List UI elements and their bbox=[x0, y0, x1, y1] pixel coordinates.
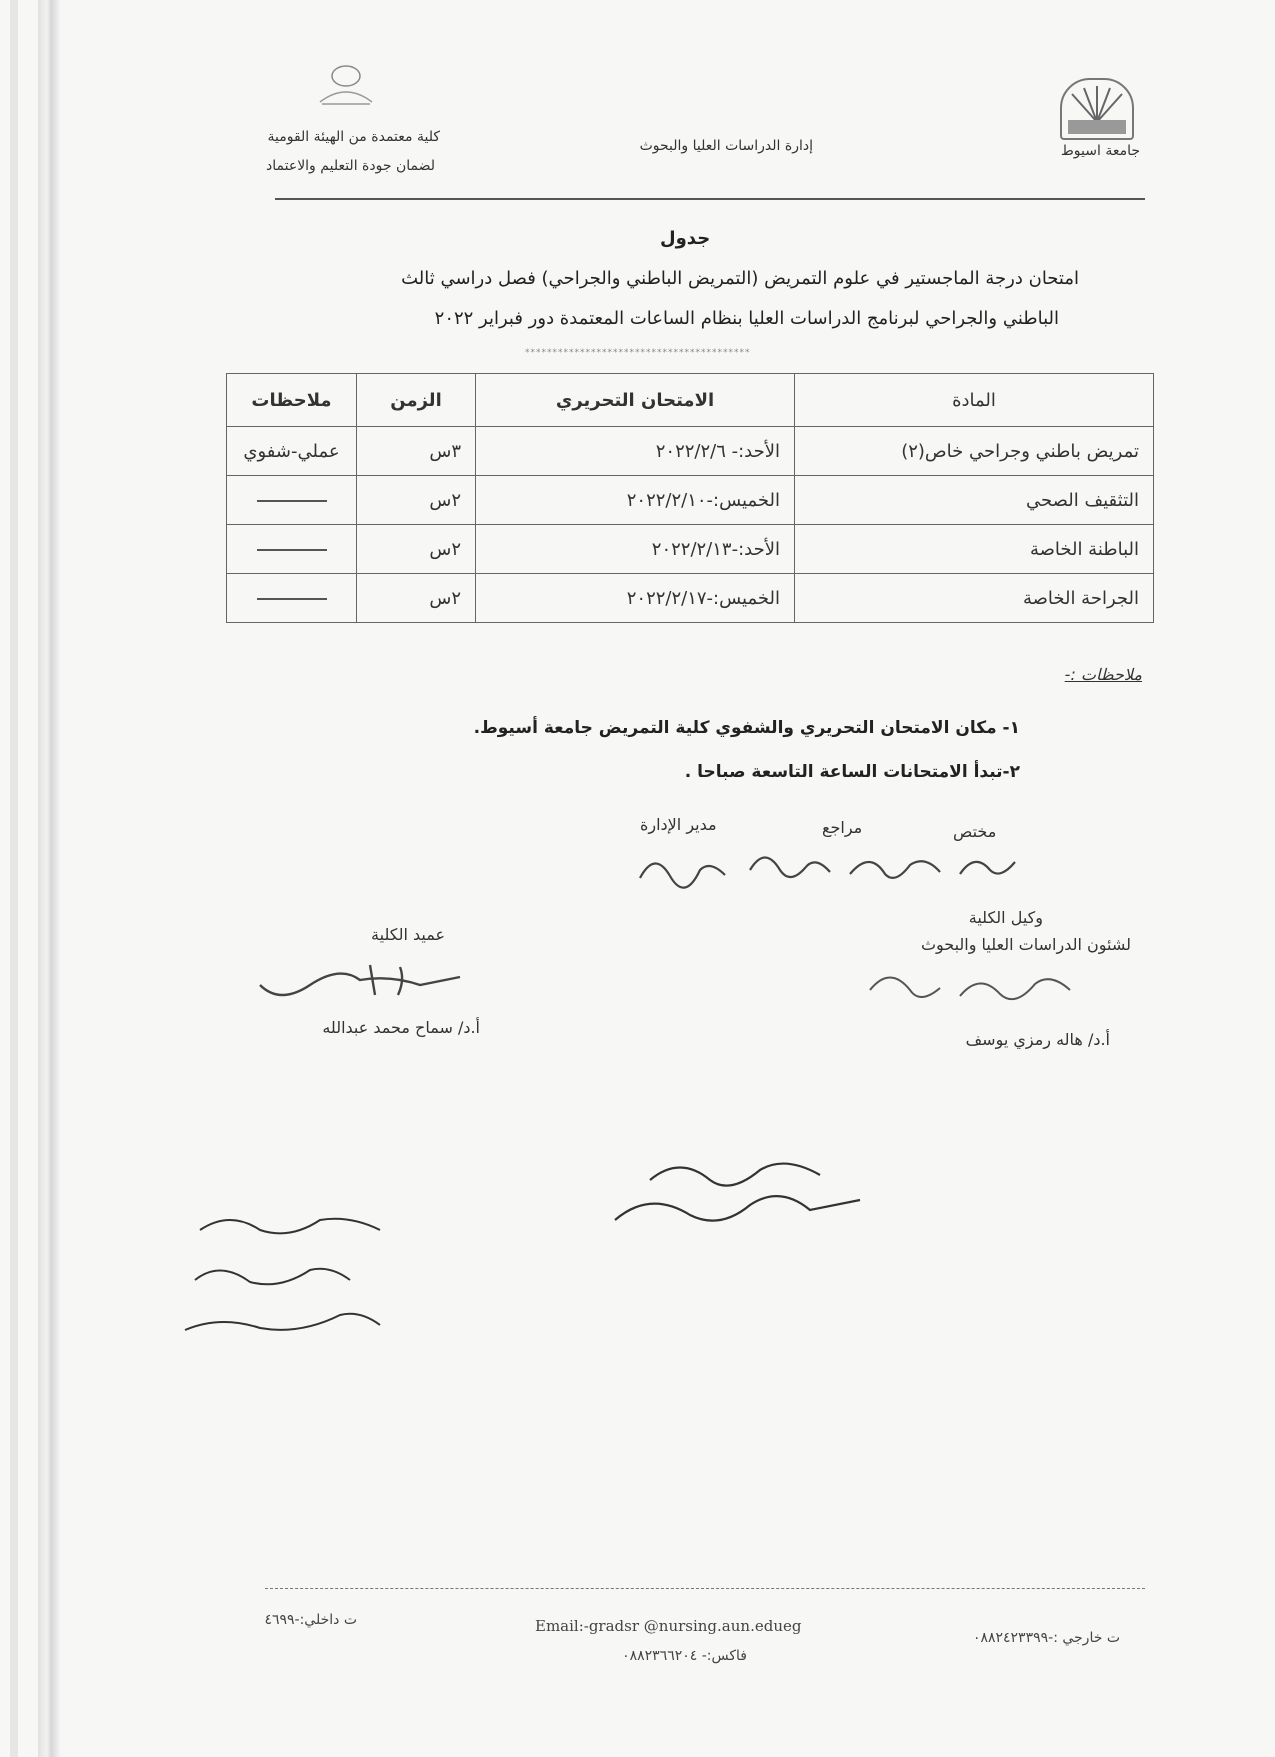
note-item-2: ٢-تبدأ الامتحانات الساعة التاسعة صباحا . bbox=[684, 762, 1020, 782]
internal-phone: ت داخلي:-٤٦٩٩ bbox=[264, 1612, 357, 1628]
exam-schedule-table bbox=[226, 373, 1154, 623]
empty-notes-line bbox=[257, 500, 327, 502]
row-subject: الباطنة الخاصة bbox=[795, 525, 1154, 574]
row-notes-dash bbox=[227, 574, 357, 623]
notes-heading: ملاحظات :- bbox=[1064, 665, 1142, 684]
row-exam-date: الخميس:-٢٠٢٢/٢/١٧ bbox=[476, 574, 795, 623]
external-phone: ت خارجي :-٠٨٨٢٤٢٣٣٩٩ bbox=[972, 1630, 1120, 1646]
row-duration: ٢س bbox=[357, 476, 476, 525]
vice-dean-title: وكيل الكلية bbox=[968, 908, 1043, 927]
contact-email: Email:-gradsr @nursing.aun.edueg bbox=[535, 1617, 802, 1635]
accreditation-line2: لضمان جودة التعليم والاعتماد bbox=[266, 158, 435, 174]
university-name: جامعة اسيوط bbox=[1060, 143, 1140, 159]
dean-signature bbox=[250, 955, 470, 1015]
row-exam-date: الخميس:-٢٠٢٢/٢/١٠ bbox=[476, 476, 795, 525]
row-exam-date: الأحد:- ٢٠٢٢/٢/٦ bbox=[476, 427, 795, 476]
row-duration: ٣س bbox=[357, 427, 476, 476]
header-written-exam: الامتحان التحريري bbox=[476, 374, 795, 427]
row-subject: التثقيف الصحي bbox=[795, 476, 1154, 525]
handwritten-signatures-row bbox=[630, 840, 1030, 900]
header-divider bbox=[275, 198, 1145, 200]
row-duration: ٢س bbox=[357, 574, 476, 623]
university-logo bbox=[1060, 78, 1134, 140]
row-notes-dash bbox=[227, 476, 357, 525]
reviewer-label: مراجع bbox=[822, 818, 863, 837]
table-row bbox=[227, 525, 1154, 574]
accreditation-logo bbox=[316, 62, 376, 106]
row-subject: تمريض باطني وجراحي خاص(٢) bbox=[795, 427, 1154, 476]
header-notes: ملاحظات bbox=[227, 374, 357, 427]
row-notes-dash bbox=[227, 525, 357, 574]
row-duration: ٢س bbox=[357, 525, 476, 574]
specialist-label: مختص bbox=[953, 822, 997, 841]
table-header-row bbox=[227, 374, 1154, 427]
doc-title: جدول bbox=[660, 228, 711, 249]
dean-name: أ.د/ سماح محمد عبدالله bbox=[322, 1018, 480, 1037]
doc-subtitle-2: الباطني والجراحي لبرنامج الدراسات العليا بنظام الساعات المعتمدة دور فبراير ٢٠٢٢ bbox=[434, 308, 1059, 329]
header-subject: المادة bbox=[795, 374, 1154, 427]
vice-dean-signature bbox=[860, 960, 1080, 1020]
accreditation-line1: كلية معتمدة من الهيئة القومية bbox=[267, 129, 440, 145]
header-duration: الزمن bbox=[357, 374, 476, 427]
row-notes: عملي-شفوي bbox=[227, 427, 357, 476]
admin-manager-label: مدير الإدارة bbox=[640, 815, 717, 834]
scan-shadow bbox=[10, 0, 18, 1757]
doc-subtitle-1: امتحان درجة الماجستير في علوم التمريض (التمريض الباطني والجراحي) فصل دراسي ثالث bbox=[401, 268, 1079, 289]
title-stars: ***************************************** bbox=[525, 348, 751, 358]
footer-divider bbox=[265, 1588, 1145, 1589]
table-row bbox=[227, 476, 1154, 525]
department-name: إدارة الدراسات العليا والبحوث bbox=[639, 138, 813, 154]
row-exam-date: الأحد:-٢٠٢٢/٢/١٣ bbox=[476, 525, 795, 574]
vice-dean-name: أ.د/ هاله رمزي يوسف bbox=[965, 1030, 1110, 1049]
empty-notes-line bbox=[257, 549, 327, 551]
empty-notes-line bbox=[257, 598, 327, 600]
table-row bbox=[227, 574, 1154, 623]
dean-title: عميد الكلية bbox=[371, 925, 445, 944]
vice-dean-title-2: لشئون الدراسات العليا والبحوث bbox=[920, 935, 1131, 954]
note-item-1: ١- مكان الامتحان التحريري والشفوي كلية التمريض جامعة أسيوط. bbox=[473, 718, 1020, 738]
fax-number: فاكس:- ٠٨٨٢٣٦٦٢٠٤ bbox=[622, 1648, 747, 1664]
table-row bbox=[227, 427, 1154, 476]
handwritten-approval-center bbox=[610, 1150, 870, 1240]
row-subject: الجراحة الخاصة bbox=[795, 574, 1154, 623]
handwritten-approval-left bbox=[180, 1200, 440, 1350]
scan-binding-edge bbox=[38, 0, 60, 1757]
